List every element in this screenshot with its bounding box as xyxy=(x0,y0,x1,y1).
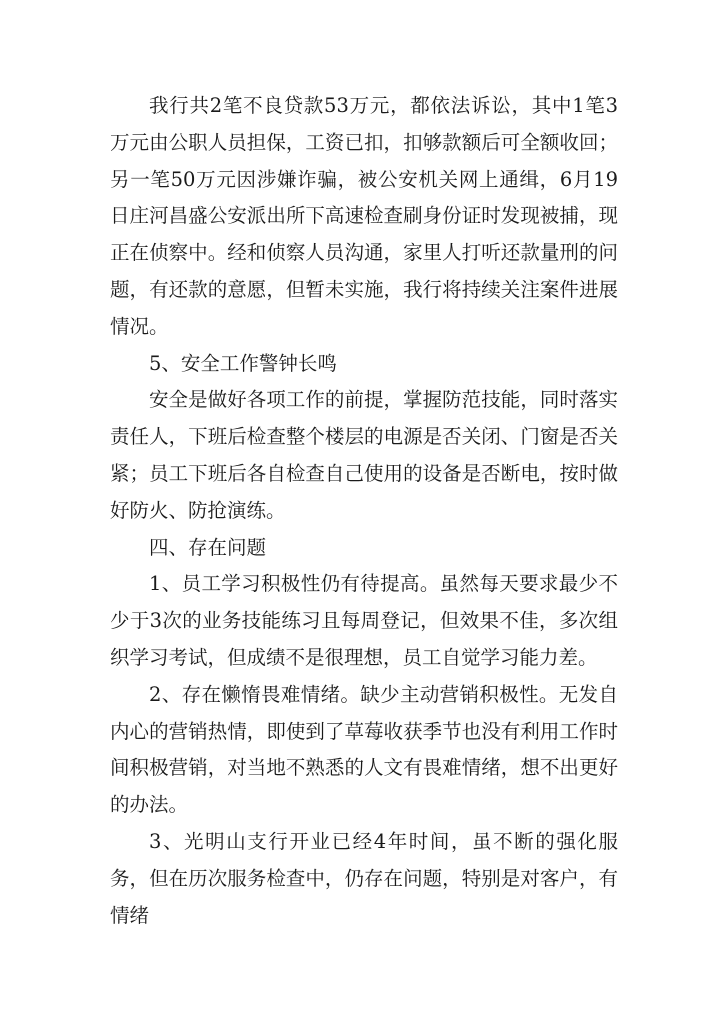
paragraph-problem-2: 2、存在懒惰畏难情绪。缺少主动营销积极性。无发自内心的营销热情，即使到了草莓收获季节也没有利用工作时间积极营销，对当地不熟悉的人文有畏难情绪，想不出更好的办法。 xyxy=(110,682,618,817)
heading-safety: 5、安全工作警钟长鸣 xyxy=(149,351,337,375)
paragraph-bad-loans: 我行共2笔不良贷款53万元，都依法诉讼，其中1笔3万元由公职人员担保，工资已扣，扣够款额后可全额收回；另一笔50万元因涉嫌诈骗，被公安机关网上通缉，6月19日庄河昌盛公安派出所下高速检查刷身份证时发现被捕，现正在侦察中。经和侦察人员沟通，家里人打听还款量刑的问题，有还款的意愿，但暂未实施，我行将持续关注案件进展情况。 xyxy=(110,94,618,338)
paragraph-problem-3: 3、光明山支行开业已经4年时间，虽不断的强化服务，但在历次服务检查中，仍存在问题，特别是对客户，有情绪 xyxy=(110,829,618,927)
heading-problems: 四、存在问题 xyxy=(149,535,267,559)
document-body xyxy=(110,88,618,934)
paragraph-safety: 安全是做好各项工作的前提，掌握防范技能，同时落实责任人，下班后检查整个楼层的电源是否关闭、门窗是否关紧；员工下班后各自检查自己使用的设备是否断电，按时做好防火、防抢演练。 xyxy=(110,388,618,522)
paragraph-problem-1: 1、员工学习积极性仍有待提高。虽然每天要求最少不少于3次的业务技能练习且每周登记，但效果不佳，多次组织学习考试，但成绩不是很理想，员工自觉学习能力差。 xyxy=(110,572,618,669)
